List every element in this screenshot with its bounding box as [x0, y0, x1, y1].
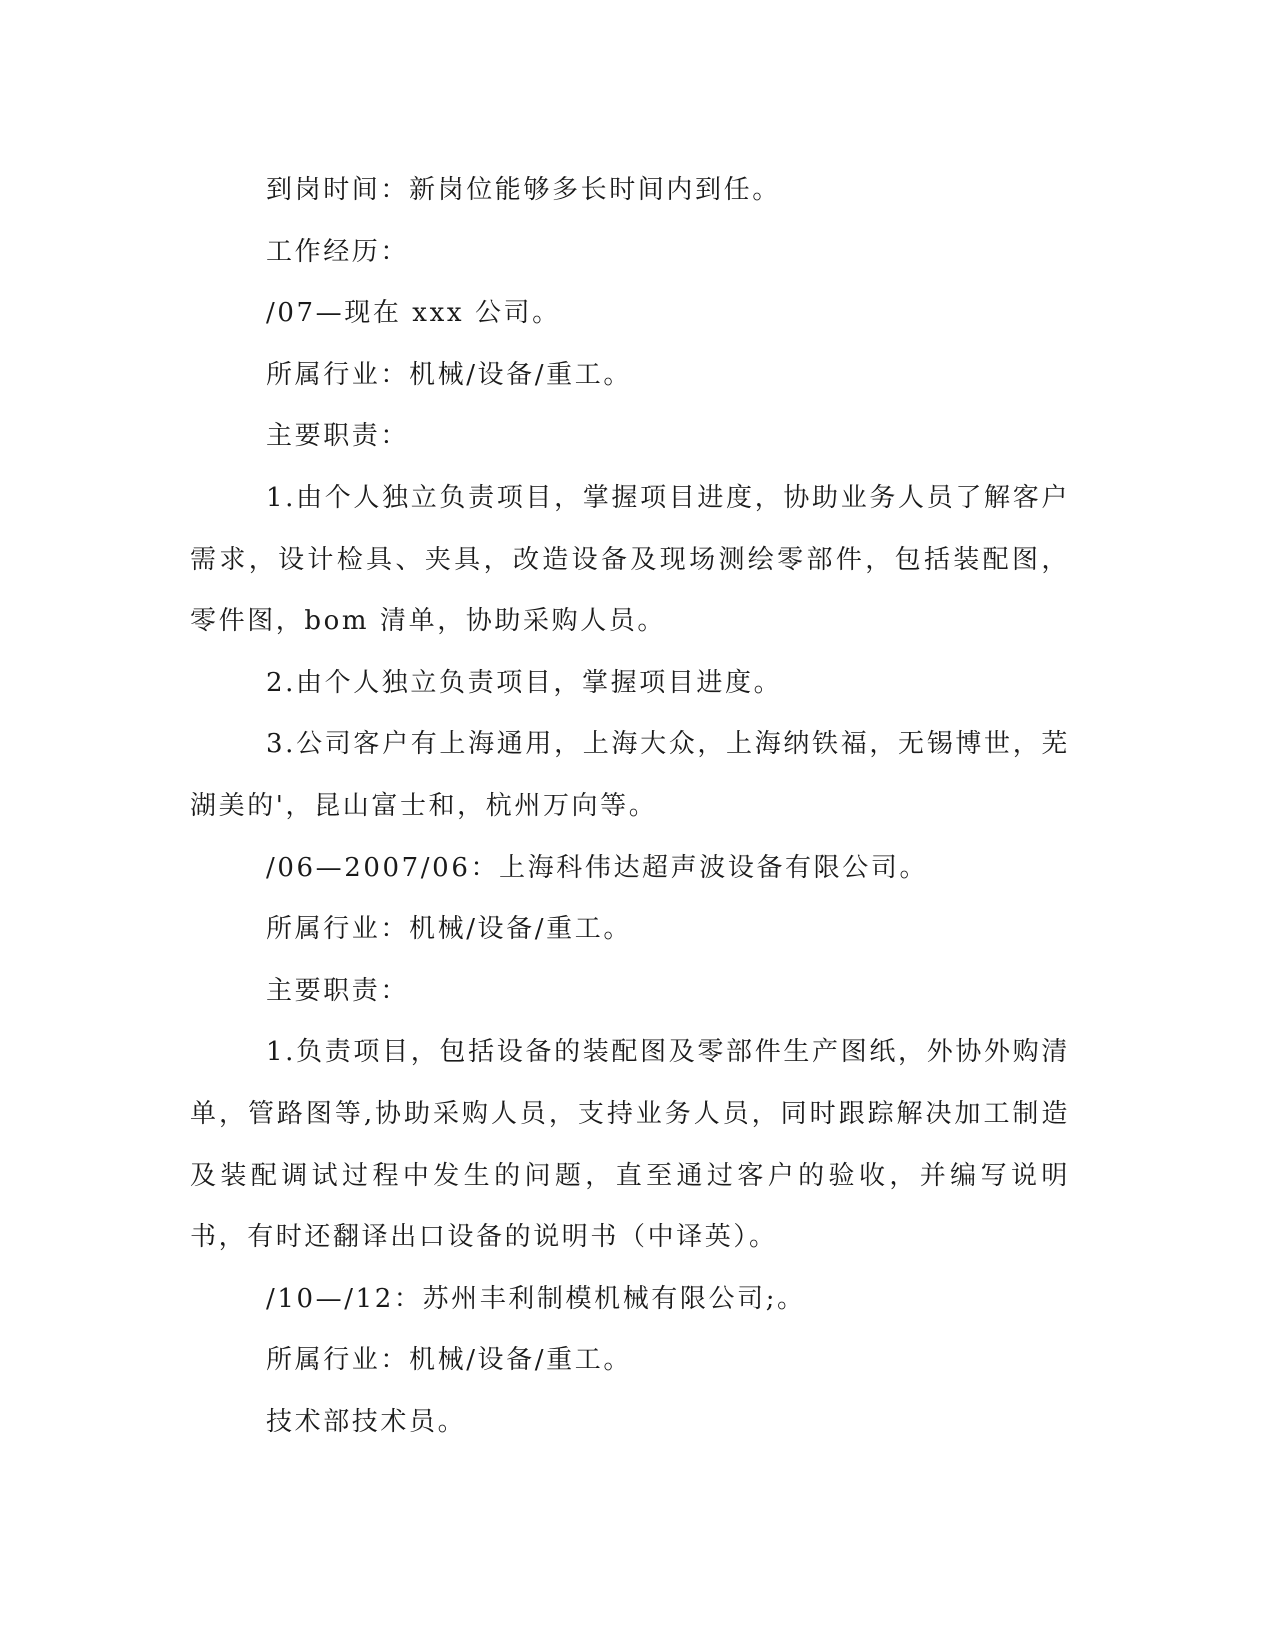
paragraph-arrival-time: 到岗时间：新岗位能够多长时间内到任。 — [266, 175, 781, 205]
document-body — [190, 160, 1070, 1453]
paragraph-job-1-duty-2: 2.由个人独立负责项目，掌握项目进度。 — [266, 667, 783, 698]
paragraph-job-1-duty-1: 1.由个人独立负责项目，掌握项目进度，协助业务人员了解客户需求，设计检具、夹具，改造设备及现场测绘零部件，包括装配图，零件图，bom 清单，协助采购人员。 — [190, 482, 1070, 637]
paragraph-job-2-duties-heading: 主要职责： — [266, 975, 410, 1006]
paragraph-job-2-duty-1: 1.负责项目，包括设备的装配图及零部件生产图纸，外协外购清单，管路图等,协助采购人员，支持业务人员，同时跟踪解决加工制造及装配调试过程中发生的问题，直至通过客户的验收，并编写说明书，有时还翻译出口设备的说明书（中译英）。 — [190, 1037, 1070, 1253]
paragraph-work-experience-heading: 工作经历： — [266, 236, 410, 267]
paragraph-job-3-role: 技术部技术员。 — [266, 1406, 467, 1437]
paragraph-job-1-period: /07—现在 xxx 公司。 — [266, 298, 561, 329]
paragraph-job-2-period: /06—2007/06：上海科伟达超声波设备有限公司。 — [266, 852, 929, 883]
paragraph-job-3-industry: 所属行业：机械/设备/重工。 — [266, 1345, 632, 1376]
paragraph-job-1-duties-heading: 主要职责： — [266, 421, 410, 452]
paragraph-job-1-duty-3: 3.公司客户有上海通用，上海大众，上海纳铁福，无锡博世，芜湖美的'，昆山富士和，杭州万向等。 — [190, 729, 1070, 821]
paragraph-job-2-industry: 所属行业：机械/设备/重工。 — [266, 914, 632, 945]
paragraph-job-3-period: /10—/12：苏州丰利制模机械有限公司;。 — [266, 1283, 806, 1314]
paragraph-job-1-industry: 所属行业：机械/设备/重工。 — [266, 359, 632, 390]
